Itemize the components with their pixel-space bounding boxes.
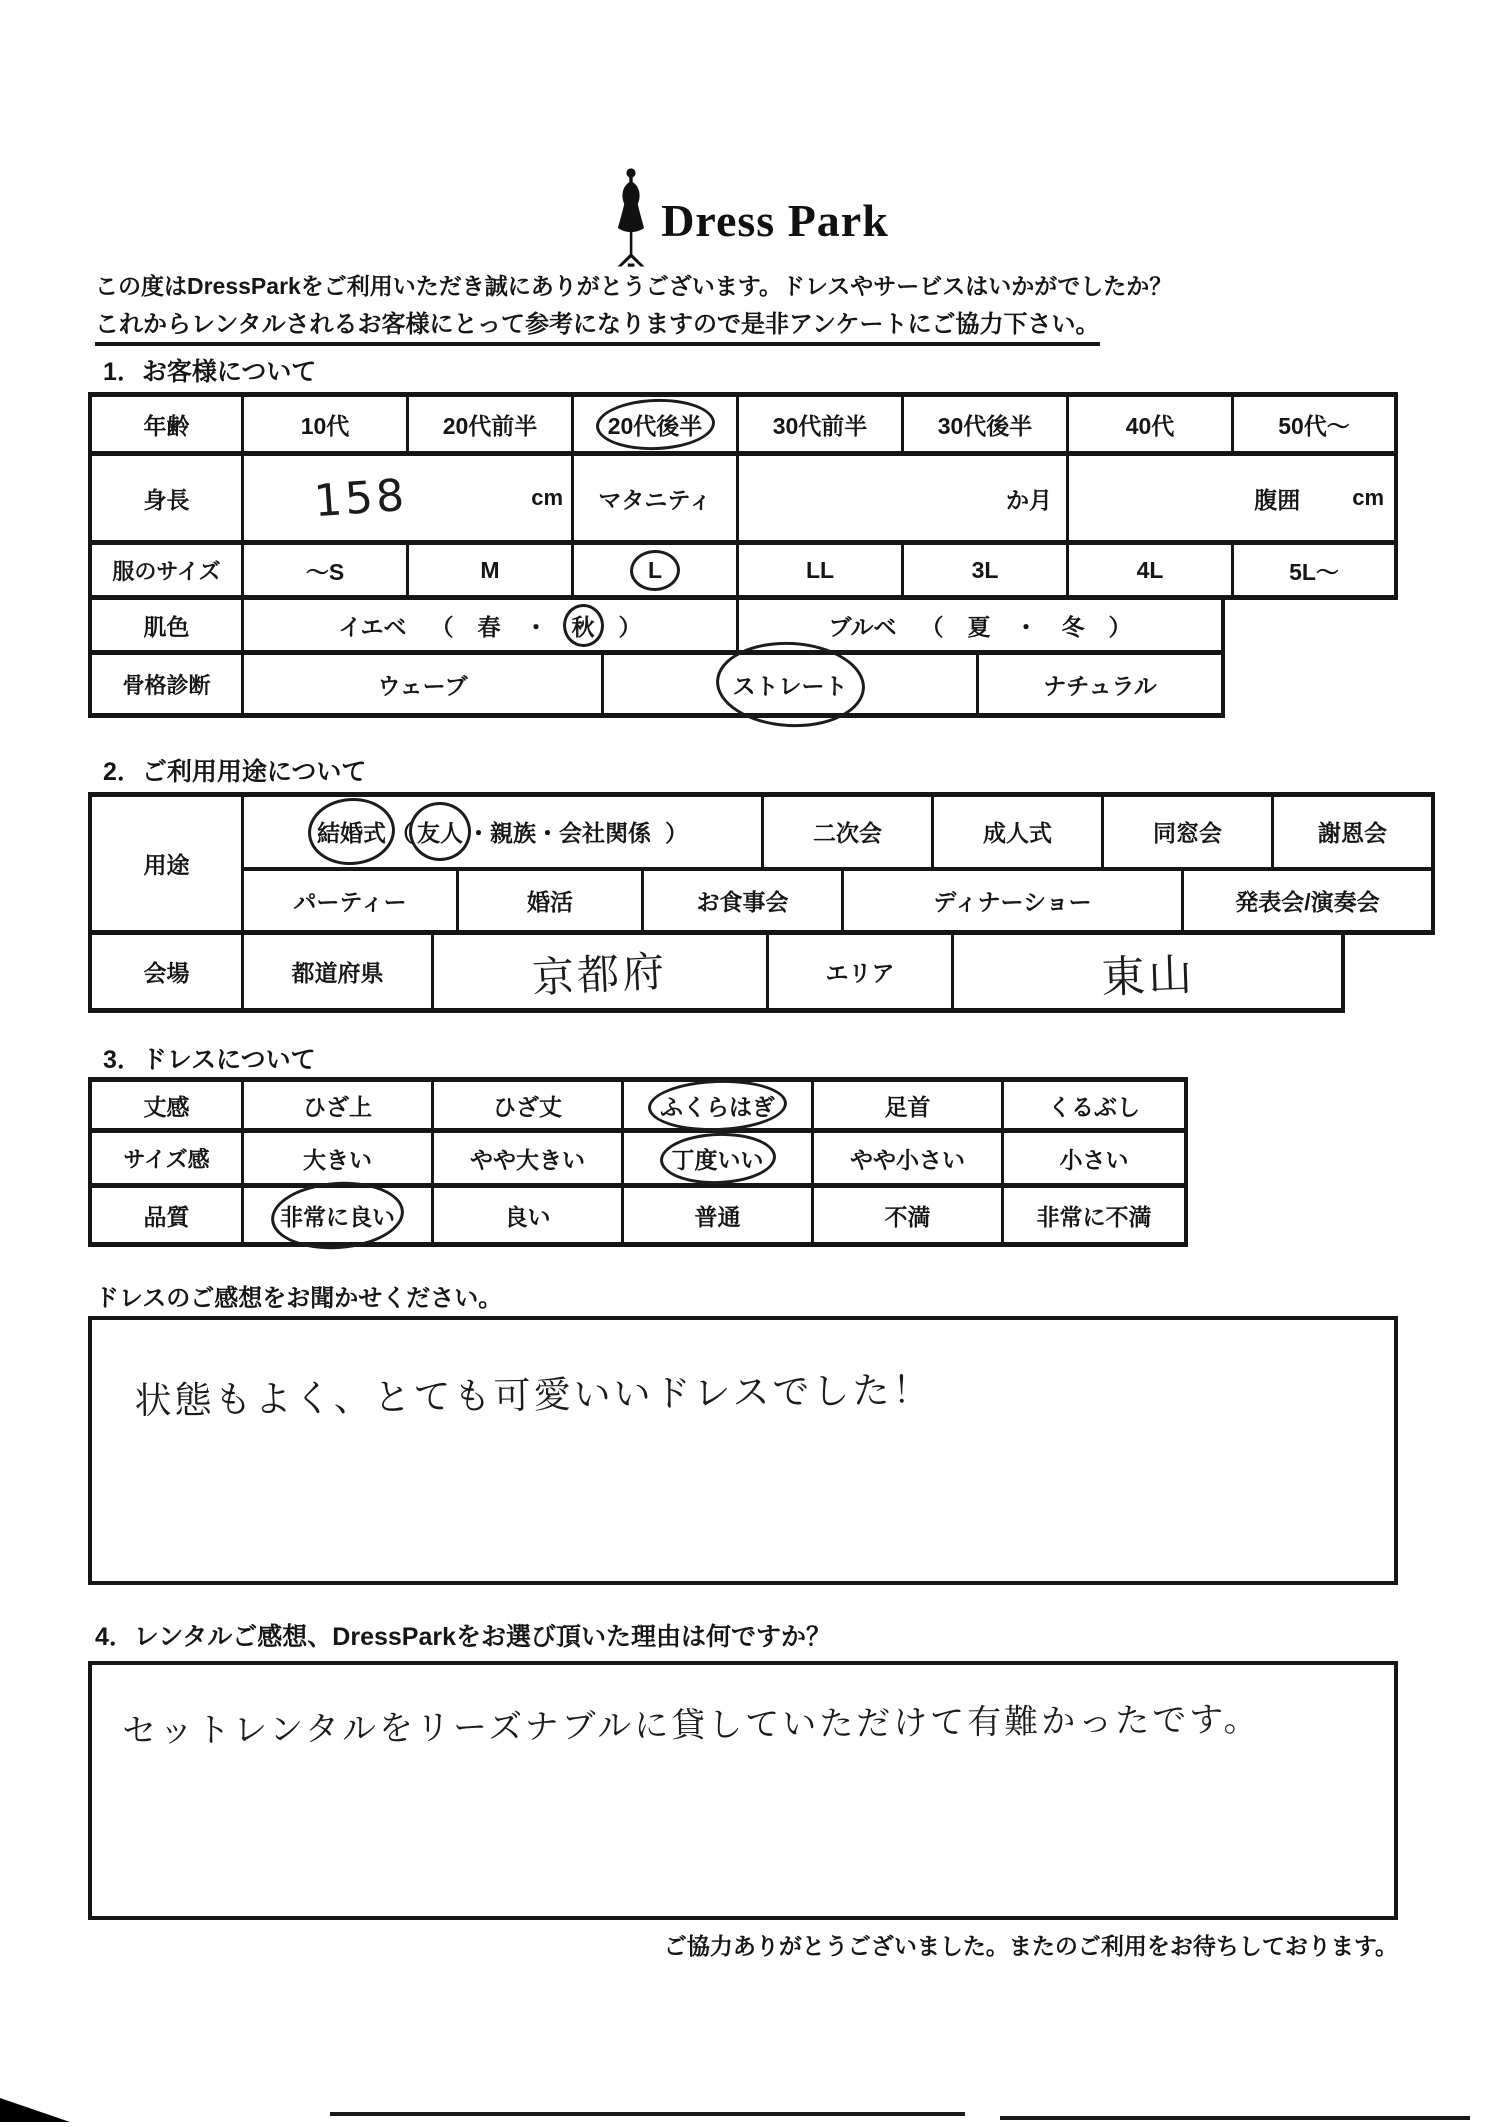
brand-name: Dress Park [661,195,889,246]
height-value-handwritten: 158 [312,469,409,527]
length-option-ankle: 足首 [884,1093,931,1120]
frame-diagnosis-row [88,655,1225,718]
area-value-handwritten: 東山 [1099,948,1196,1004]
frame-option-straight-circled: ストレート [733,668,848,701]
prefecture-label: 都道府県 [291,960,384,986]
dress-comment-prompt: ドレスのご感想をお聞かせください。 [95,1285,503,1312]
usage-option-konkatsu: 婚活 [527,888,573,915]
skin-tone-label: 肌色 [92,600,244,650]
fit-option-slightly-small: やや小さい [850,1146,965,1173]
dress-form-icon [611,168,651,268]
height-row [88,456,1398,545]
scan-artifact-corner [0,2098,70,2122]
age-option-late30s: 30代後半 [937,412,1033,439]
scan-artifact-line [1000,2116,1470,2120]
size-option-s: ～S [305,558,345,585]
age-label: 年齢 [92,397,244,451]
section1-title: 1．お客様について [103,358,317,386]
usage-row-1: 結婚式 （ 友人 ・親族・会社関係 ） 二次会 成人式 同窓会 謝恩会 [244,797,1431,871]
age-option-40s: 40代 [1125,412,1175,439]
maternity-label: マタニティ [598,486,712,513]
frame-option-wave: ウェーブ [377,672,468,699]
length-option-above-knee: ひざ上 [303,1093,372,1120]
skin-option-autumn-circled: 秋 [572,609,595,642]
skin-option-spring: 春 [477,613,501,640]
length-option-anklebone: くるぶし [1048,1093,1140,1120]
quality-option-excellent-circled: 非常に良い [280,1199,395,1232]
frame-option-natural: ナチュラル [1043,672,1157,699]
closing-message: ご協力ありがとうございました。またのご利用をお待ちしております。 [663,1933,1398,1959]
section4-title: 4．レンタルご感想、DressParkをお選び頂いた理由は何ですか？ [95,1623,831,1651]
venue-label: 会場 [92,935,244,1008]
intro-line-2: これからレンタルされるお客様にとって参考になりますので是非アンケートにご協力下さい。 [95,304,1100,346]
dress-quality-row [88,1188,1188,1247]
height-label: 身長 [92,456,244,540]
quality-option-very-dissatisfied: 非常に不満 [1036,1203,1152,1230]
usage-option-dinner-show: ディナーショー [933,888,1092,915]
usage-option-party: パーティー [293,888,407,915]
usage-option-reunion: 同窓会 [1153,820,1222,847]
usage-option-afterparty: 二次会 [813,820,882,847]
usage-wedding-relation-text: ・親族・会社関係 [467,820,651,847]
rental-comment-handwritten: セットレンタルをリーズナブルに貸していただけて有難かったです。 [122,1699,1261,1752]
size-option-4l: 4L [1136,556,1164,583]
height-unit: cm [531,485,563,510]
skin-cool-label: ブルベ [828,613,897,640]
fit-option-small: 小さい [1059,1146,1129,1173]
dress-table [88,1077,1188,1247]
usage-option-thanks-party: 謝恩会 [1318,820,1387,847]
dress-comment-box [88,1316,1398,1585]
size-option-l-circled: L [647,556,663,583]
skin-tone-row: 肌色 イエベ （ 春 ・ 秋 ） ブルベ （ 夏 ・ 冬 ） [88,600,1225,655]
size-option-m: M [480,556,500,583]
skin-option-winter: 冬 [1061,613,1085,640]
skin-option-summer: 夏 [967,613,991,640]
length-label: 丈感 [92,1082,244,1128]
size-option-3l: 3L [971,556,999,583]
age-option-early20s: 20代前半 [442,412,538,439]
length-option-knee: ひざ丈 [493,1093,562,1120]
prefecture-value-handwritten: 京都府 [531,945,669,1002]
usage-row-2 [244,871,1431,930]
quality-option-good: 良い [504,1203,551,1230]
usage-option-coming-of-age: 成人式 [983,820,1052,847]
fit-option-large: 大きい [303,1146,372,1173]
quality-option-average: 普通 [694,1203,741,1230]
fit-label: サイズ感 [92,1133,244,1183]
usage-label: 用途 [92,797,244,930]
clothing-size-label: 服のサイズ [92,545,244,595]
age-option-50s: 50代～ [1278,412,1350,439]
usage-option-recital: 発表会/演奏会 [1235,888,1380,915]
age-option-10s: 10代 [300,412,350,439]
dress-length-row [88,1077,1188,1133]
age-option-early30s: 30代前半 [772,412,868,439]
age-row [88,392,1398,456]
section3-title: 3．ドレスについて [103,1046,316,1074]
fit-option-slightly-large: やや大きい [470,1146,585,1173]
rental-comment-box [88,1661,1398,1920]
size-option-ll: LL [805,556,835,583]
section2-title: 2．ご利用用途について [103,758,367,786]
waist-unit: cm [1352,485,1384,510]
length-option-calf-circled: ふくらはぎ [660,1089,775,1122]
usage-option-wedding-circled: 結婚式 [317,815,386,848]
intro-line-1: この度はDressParkをご利用いただき誠にありがとうございます。ドレスやサービスはいかがでしたか？ [95,273,1173,299]
frame-label: 骨格診断 [92,655,244,713]
scan-artifact-line [330,2112,965,2116]
dress-comment-handwritten: 状態もよく、とても可愛いいドレスでした！ [134,1368,933,1423]
skin-warm-label: イエベ [338,613,407,640]
waist-label: 腹囲 [1254,486,1301,513]
usage-option-dinner-party: お食事会 [696,888,789,915]
usage-rows [88,792,1435,935]
age-option-late20s-circled: 20代後半 [608,408,703,441]
usage-table [88,792,1435,1013]
size-option-5l: 5L～ [1289,558,1339,585]
quality-option-dissatisfied: 不満 [884,1203,931,1230]
usage-option-friend-circled: 友人 [417,815,463,848]
customer-table [88,392,1398,718]
maternity-months-unit: か月 [1006,486,1052,513]
venue-row [88,935,1345,1013]
quality-label: 品質 [92,1188,244,1242]
fit-option-just-right-circled: 丁度いい [672,1142,764,1175]
brand-logo [0,168,1500,268]
clothing-size-row [88,545,1398,600]
dress-fit-row [88,1133,1188,1188]
area-label: エリア [825,960,895,986]
